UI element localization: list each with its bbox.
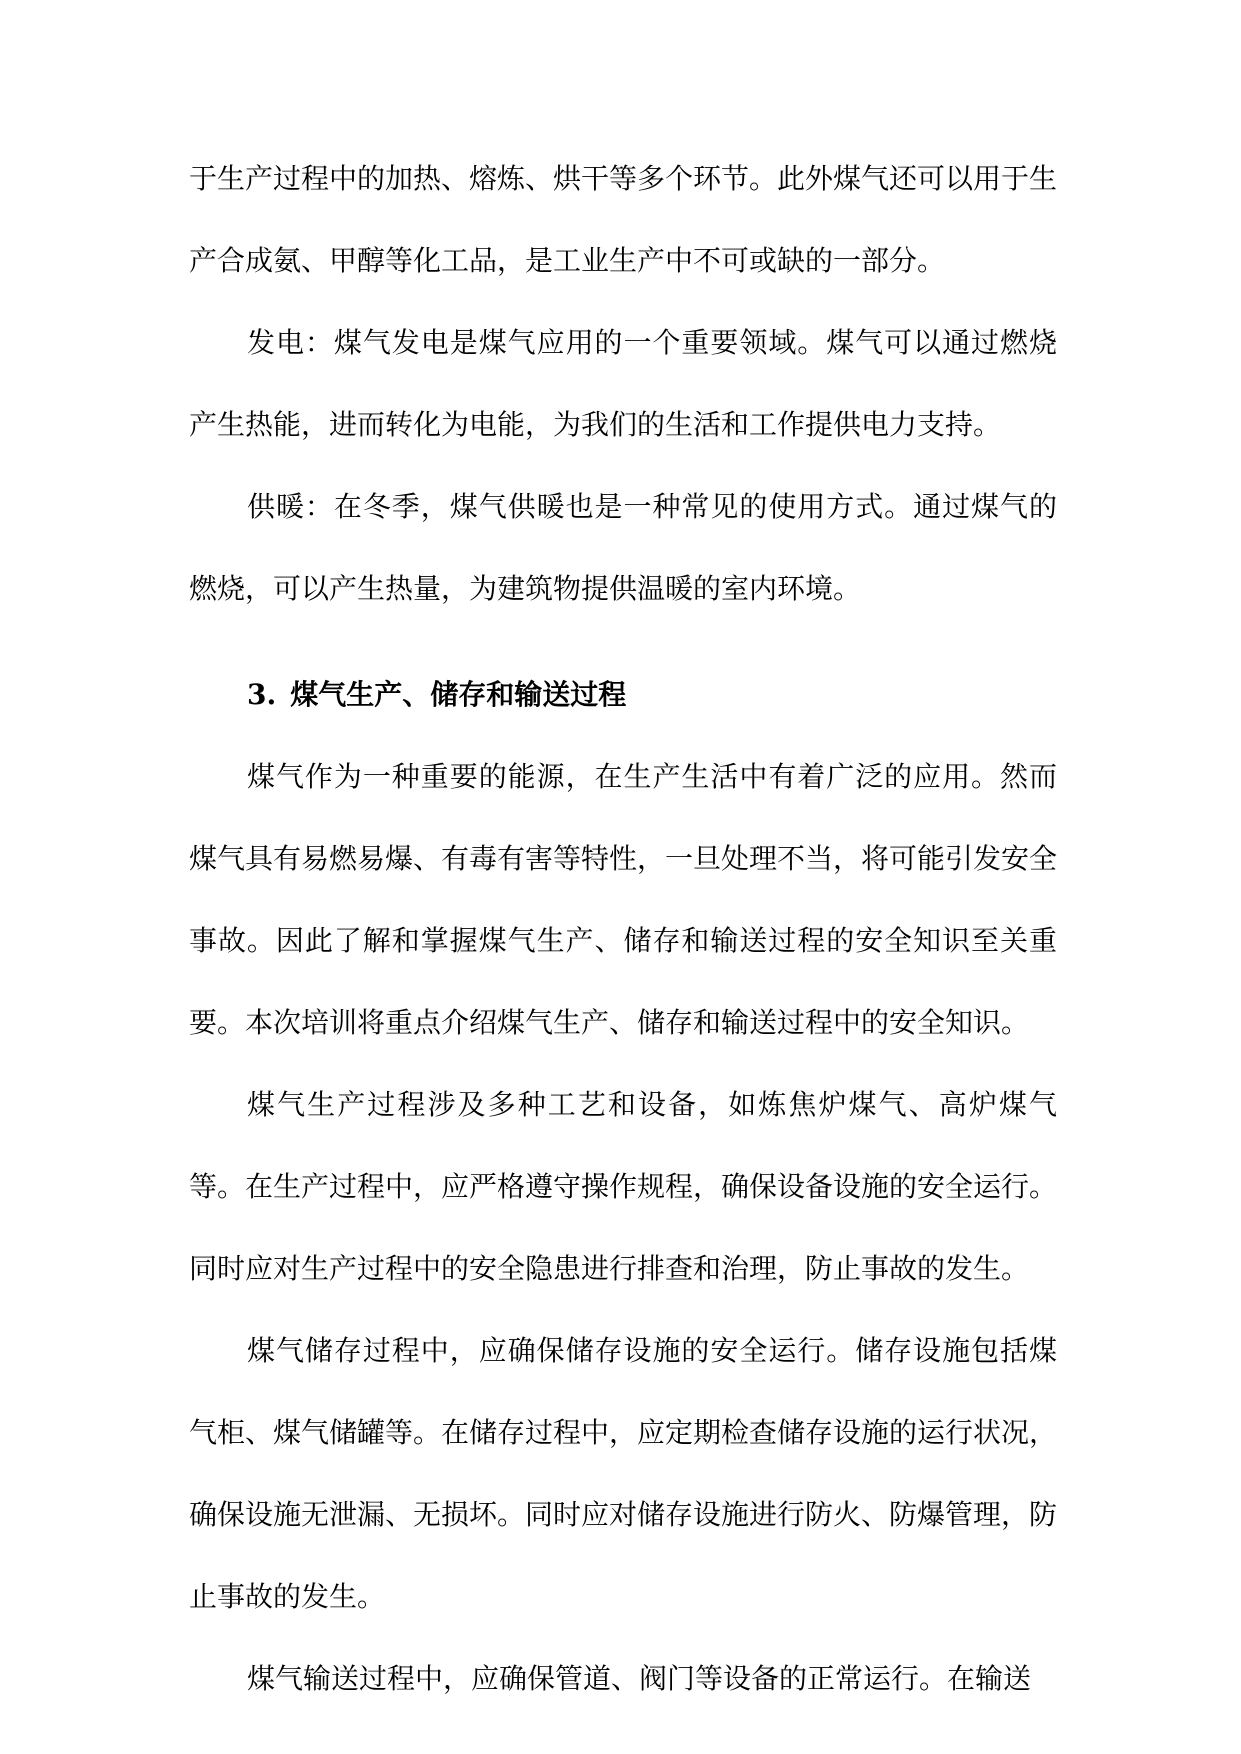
paragraph-intro: 煤气作为一种重要的能源，在生产生活中有着广泛的应用。然而煤气具有易燃易爆、有毒有害等特性，一旦处理不当，将可能引发安全事故。因此了解和掌握煤气生产、储存和输送过程的安全知识至关重要。本次培训将重点介绍煤气生产、储存和输送过程中的安全知识。 [189, 760, 1058, 1039]
paragraph-production: 煤气生产过程涉及多种工艺和设备，如炼焦炉煤气、高炉煤气等。在生产过程中，应严格遵守操作规程，确保设备设施的安全运行。同时应对生产过程中的安全隐患进行排查和治理，防止事故的发生。 [189, 1088, 1058, 1285]
paragraph-transport: 煤气输送过程中，应确保管道、阀门等设备的正常运行。在输送 [247, 1662, 1032, 1695]
paragraph-heating: 供暖：在冬季，煤气供暖也是一种常见的使用方式。通过煤气的燃烧，可以产生热量，为建筑物提供温暖的室内环境。 [189, 490, 1057, 605]
section-number: 3. [247, 678, 277, 711]
section-heading [189, 654, 1057, 736]
section-title: 煤气生产、储存和输送过程 [290, 678, 627, 711]
paragraph-continuation: 于生产过程中的加热、熔炼、烘干等多个环节。此外煤气还可以用于生产合成氨、甲醇等化工品，是工业生产中不可或缺的一部分。 [189, 162, 1058, 277]
paragraph-storage: 煤气储存过程中，应确保储存设施的安全运行。储存设施包括煤气柜、煤气储罐等。在储存过程中，应定期检查储存设施的运行状况，确保设施无泄漏、无损坏。同时应对储存设施进行防火、防爆管理，防止事故的发生。 [189, 1334, 1058, 1613]
paragraph-power-generation: 发电：煤气发电是煤气应用的一个重要领域。煤气可以通过燃烧产生热能，进而转化为电能，为我们的生活和工作提供电力支持。 [189, 326, 1057, 441]
document-body [189, 138, 1057, 1720]
